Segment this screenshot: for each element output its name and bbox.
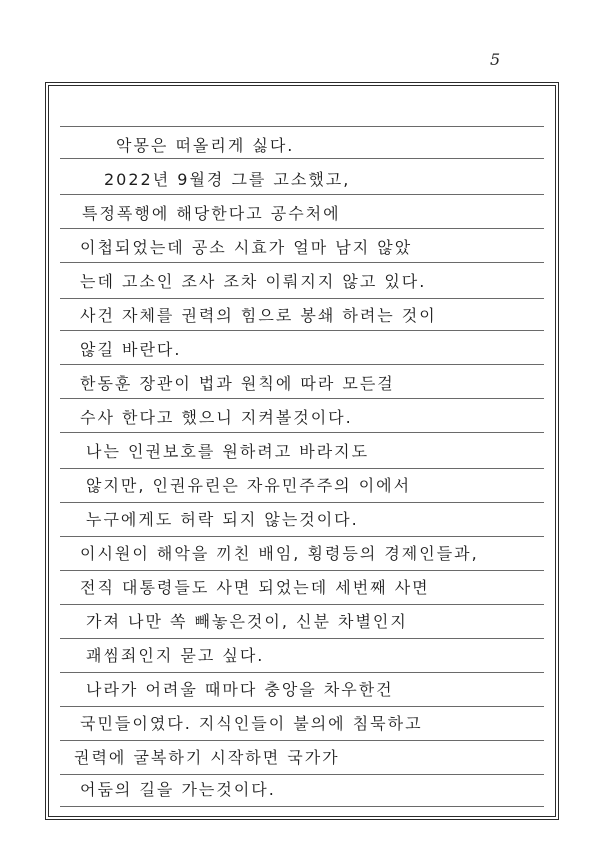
ruled-line (60, 298, 544, 299)
handwritten-line: 가져 나만 쏙 빼놓은것이, 신분 차별인지 (86, 612, 408, 631)
ruled-line (60, 536, 544, 537)
ruled-sheet (60, 90, 544, 810)
handwritten-line: 는데 고소인 조사 조차 이뤄지지 않고 있다. (80, 272, 427, 291)
handwritten-line: 않길 바란다. (80, 340, 182, 359)
handwritten-line: 누구에게도 허락 되지 않는것이다. (86, 510, 359, 529)
handwritten-line: 괘씸죄인지 묻고 싶다. (86, 646, 265, 665)
handwritten-line: 나는 인권보호를 원하려고 바라지도 (86, 442, 370, 461)
ruled-line (60, 570, 544, 571)
handwritten-line: 나라가 어려울 때마다 충앙을 차우한건 (86, 680, 394, 699)
ruled-line (60, 740, 544, 741)
handwritten-line: 2022년 9월경 그를 고소했고, (104, 170, 351, 189)
handwritten-line: 권력에 굴복하기 시작하면 국가가 (74, 748, 340, 767)
handwritten-line: 국민들이였다. 지식인들이 불의에 침묵하고 (80, 714, 423, 733)
handwritten-line: 한동훈 장관이 법과 원칙에 따라 모든걸 (80, 374, 395, 393)
ruled-line (60, 502, 544, 503)
handwritten-line: 악몽은 떠올리게 싫다. (116, 136, 295, 155)
handwritten-line: 전직 대통령들도 사면 되었는데 세번째 사면 (80, 578, 430, 597)
handwritten-line: 이첩되었는데 공소 시효가 얼마 남지 않았 (80, 238, 413, 257)
ruled-line (60, 806, 544, 807)
ruled-line (60, 638, 544, 639)
handwritten-line: 어둠의 길을 가는것이다. (80, 780, 276, 799)
page-number: 5 (490, 50, 501, 69)
handwritten-line: 특정폭행에 해당한다고 공수처에 (82, 204, 341, 223)
ruled-line (60, 672, 544, 673)
ruled-line (60, 126, 544, 127)
handwritten-line: 사건 자체를 권력의 힘으로 봉쇄 하려는 것이 (80, 306, 437, 325)
handwritten-line: 않지만, 인권유린은 자유민주주의 이에서 (86, 476, 412, 495)
ruled-line (60, 604, 544, 605)
ruled-line (60, 706, 544, 707)
ruled-line (60, 468, 544, 469)
handwritten-line: 수사 한다고 했으니 지켜볼것이다. (80, 408, 353, 427)
handwritten-line: 이시원이 해악을 끼친 배임, 횡령등의 경제인들과, (80, 544, 479, 563)
